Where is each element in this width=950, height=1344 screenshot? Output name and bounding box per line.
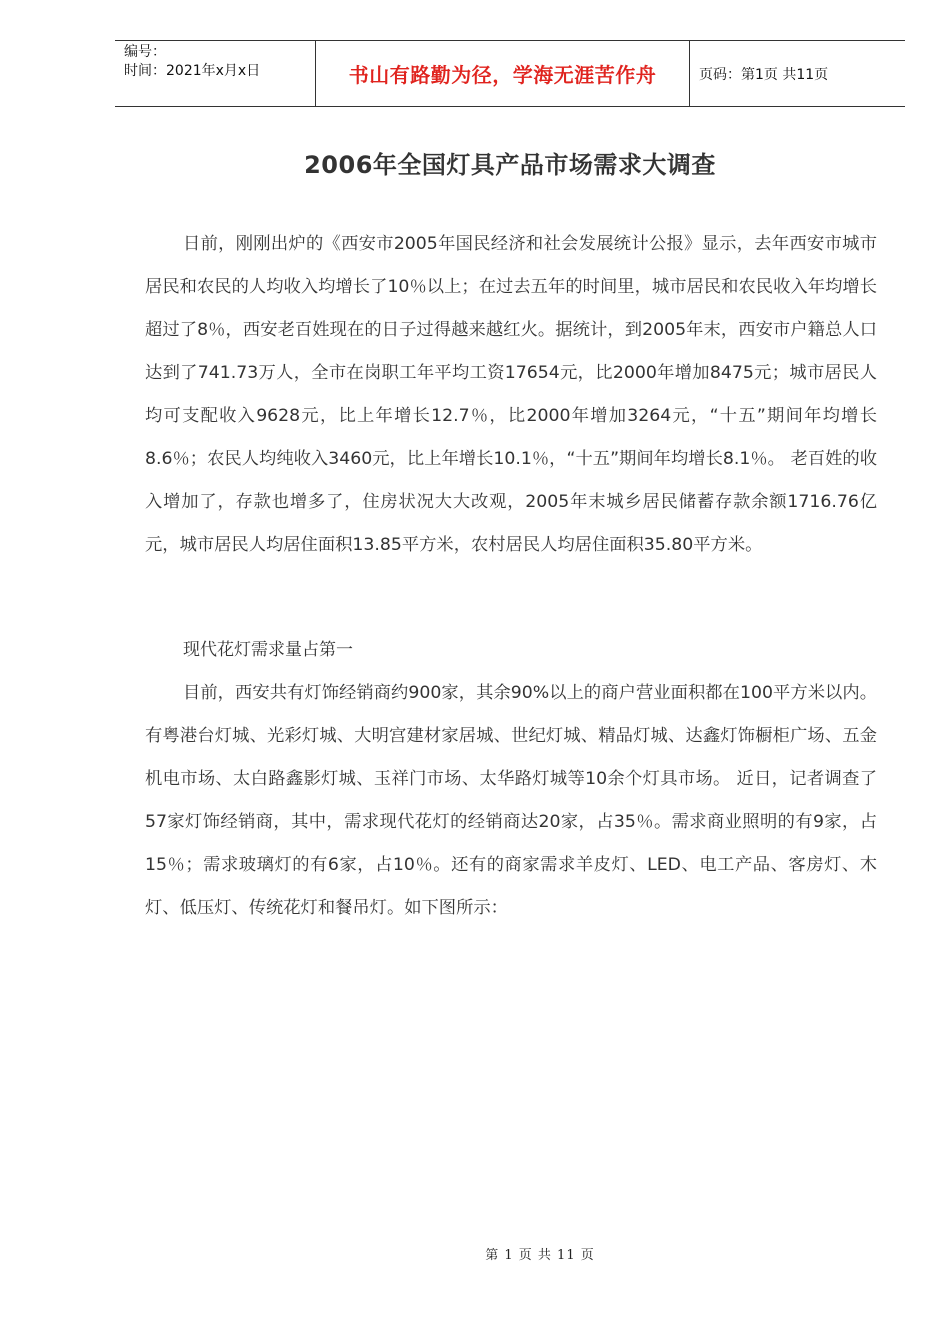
header-motto-cell [316,41,690,106]
section-subheading: 现代花灯需求量占第一 [183,640,353,660]
document-header [115,40,905,107]
page-footer: 第 1 页 共 11 页 [485,1248,595,1263]
document-title: 2006年全国灯具产品市场需求大调查 [304,151,716,179]
time-label: 时间：2021年x月x日 [124,63,261,79]
number-label: 编号： [124,44,166,60]
header-motto: 书山有路勤为径，学海无涯苦作舟 [348,63,657,87]
header-page-info: 页码：第1页 共11页 [699,66,829,83]
paragraph-lighting-market: 目前，西安共有灯饰经销商约900家，其余90%以上的商户营业面积都在100平方米以内。有粤港台灯城、光彩灯城、大明宫建材家居城、世纪灯城、精品灯城、达鑫灯饰橱柜广场、五金机电市场、太白路鑫影灯城、玉祥门市场、太华路灯城等10余个灯具市场。 近日，记者调查了57家灯饰经销商，其中，需求现代花灯的经销商达20家，占35％。需求商业照明的有9家，占15％；需求玻璃灯的有6家，占10％。还有的商家需求羊皮灯、LED、电工产品、客房灯、木灯、低压灯、传统花灯和餐吊灯。如下图所示： [145,683,877,918]
header-meta-cell [115,41,316,106]
header-page-cell [690,41,905,106]
paragraph-income-statistics: 日前，刚刚出炉的《西安市2005年国民经济和社会发展统计公报》显示，去年西安市城市居民和农民的人均收入均增长了10％以上；在过去五年的时间里，城市居民和农民收入年均增长超过了8％，西安老百姓现在的日子过得越来越红火。据统计，到2005年末，西安市户籍总人口达到了741.73万人，全市在岗职工年平均工资17654元，比2000年增加8475元；城市居民人均可支配收入9628元，比上年增长12.7％，比2000年增加3264元，“十五”期间年均增长8.6％；农民人均纯收入3460元，比上年增长10.1％，“十五”期间年均增长8.1％。 老百姓的收入增加了，存款也增多了，住房状况大大改观，2005年末城乡居民储蓄存款余额1716.76亿元，城市居民人均居住面积13.85平方米，农村居民人均居住面积35.80平方米。 [145,234,877,555]
